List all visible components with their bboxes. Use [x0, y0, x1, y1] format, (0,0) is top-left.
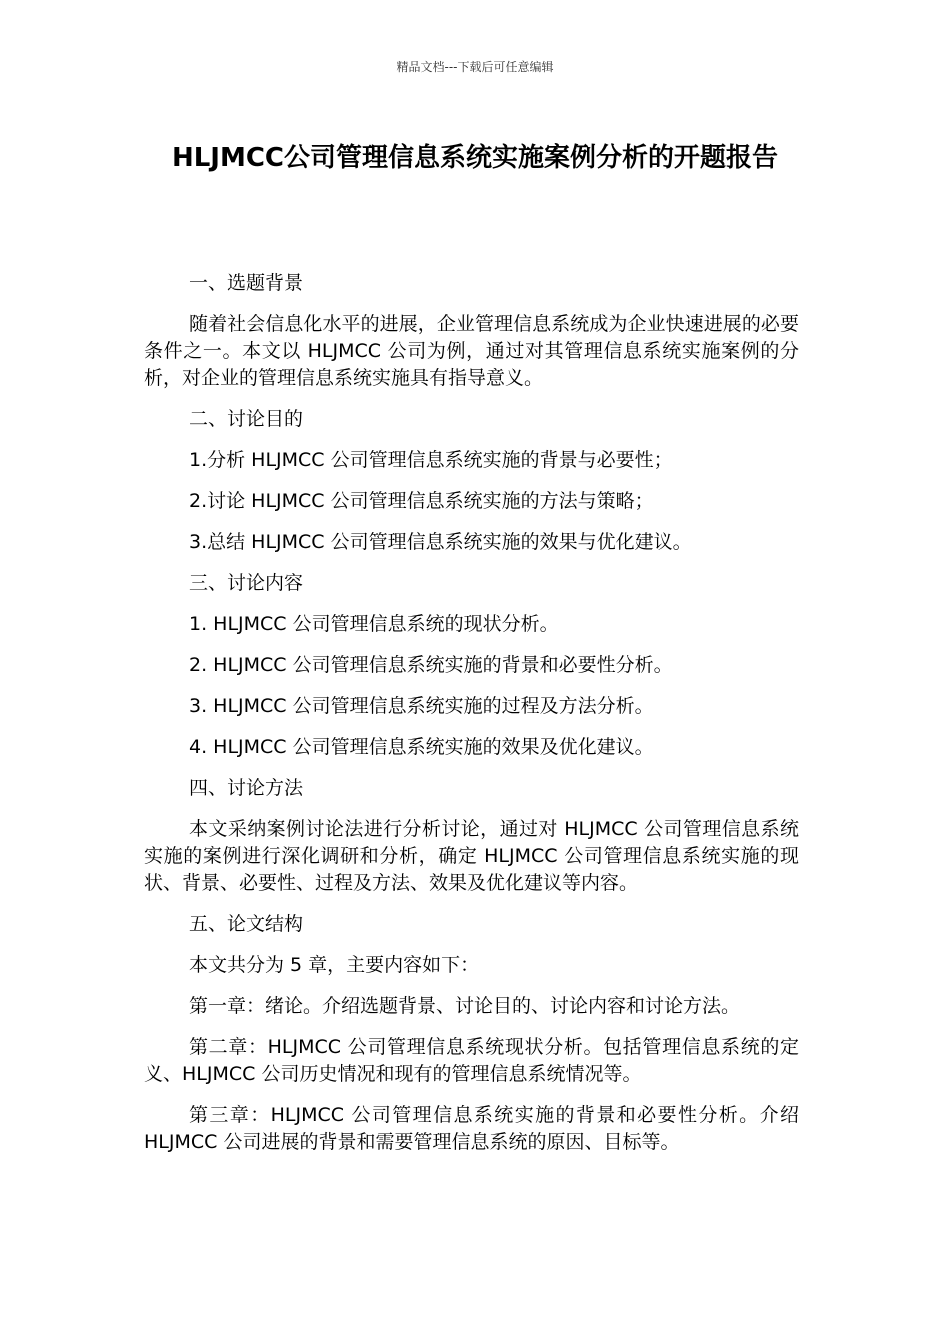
section-heading-background: 一、选题背景 — [189, 272, 304, 294]
content-item-1: 1. HLJMCC 公司管理信息系统的现状分析。 — [189, 613, 559, 635]
purpose-item-2: 2.讨论 HLJMCC 公司管理信息系统实施的方法与策略； — [189, 490, 654, 512]
chapter-2: 第二章：HLJMCC 公司管理信息系统现状分析。包括管理信息系统的定义、HLJMCC 公司历史情况和现有的管理信息系统情况等。 — [144, 1036, 799, 1085]
purpose-item-1: 1.分析 HLJMCC 公司管理信息系统实施的背景与必要性； — [189, 449, 673, 471]
section-heading-purpose: 二、讨论目的 — [189, 408, 304, 430]
document-title: HLJMCC公司管理信息系统实施案例分析的开题报告 — [171, 143, 779, 173]
chapter-1: 第一章：绪论。介绍选题背景、讨论目的、讨论内容和讨论方法。 — [189, 995, 741, 1017]
content-item-3: 3. HLJMCC 公司管理信息系统实施的过程及方法分析。 — [189, 695, 654, 717]
document-body — [144, 270, 799, 1170]
paragraph-background: 随着社会信息化水平的进展，企业管理信息系统成为企业快速进展的必要条件之一。本文以 HLJMCC 公司为例，通过对其管理信息系统实施案例的分析，对企业的管理信息系统实施具有指导意义。 — [144, 313, 799, 389]
purpose-item-3: 3.总结 HLJMCC 公司管理信息系统实施的效果与优化建议。 — [189, 531, 692, 553]
section-heading-structure: 五、论文结构 — [189, 913, 304, 935]
paragraph-method: 本文采纳案例讨论法进行分析讨论，通过对 HLJMCC 公司管理信息系统实施的案例进行深化调研和分析，确定 HLJMCC 公司管理信息系统实施的现状、背景、必要性、过程及方法、效果及优化建议等内容。 — [144, 818, 799, 894]
chapter-3: 第三章：HLJMCC 公司管理信息系统实施的背景和必要性分析。介绍 HLJMCC 公司进展的背景和需要管理信息系统的原因、目标等。 — [144, 1104, 799, 1153]
content-item-4: 4. HLJMCC 公司管理信息系统实施的效果及优化建议。 — [189, 736, 654, 758]
paragraph-structure-intro: 本文共分为 5 章，主要内容如下： — [189, 954, 480, 976]
section-heading-content: 三、讨论内容 — [189, 572, 304, 594]
header-note: 精品文档---下载后可任意编辑 — [396, 60, 554, 74]
section-heading-method: 四、讨论方法 — [189, 777, 304, 799]
content-item-2: 2. HLJMCC 公司管理信息系统实施的背景和必要性分析。 — [189, 654, 673, 676]
